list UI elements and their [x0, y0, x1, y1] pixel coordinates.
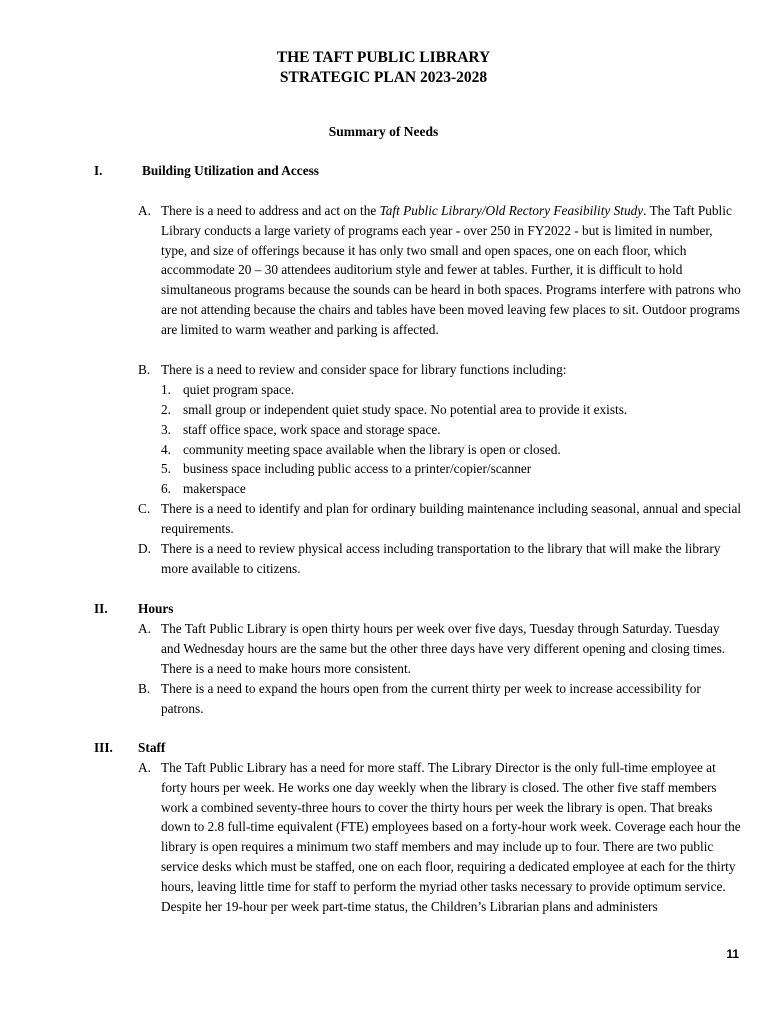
section-1-numeral: I.: [94, 163, 103, 178]
item-text: The Taft Public Library has a need for more staff. The Library Director is the only full-time employee at forty hours per week. He works one day weekly when the library is closed. The other five staff members work a combined seventy-three hours to cover the thirty hours per week the library is open. That breaks down to 2.8 full-time equivalent (FTE) employees based on a forty-hour work week. Coverage each hour the library is open requires a minimum two staff members and may include up to four. There are two public service desks which must be staffed, one on each floor, requiring a dedicated employee at each for the thirty hours, leaving little time for staff to perform the myriad other tasks necessary to provide optimum service. Despite her 19-hour per week part-time status, the Children’s Librarian plans and administers: [161, 760, 741, 914]
section-2-item-b: [138, 679, 742, 719]
section-1-item-b-sub-2: [161, 400, 721, 420]
section-1-item-b-sub-1: [161, 380, 721, 400]
section-2-item-a: [138, 619, 742, 678]
sub-text: community meeting space available when the library is open or closed.: [183, 442, 561, 457]
sub-number: 4.: [161, 442, 171, 457]
sub-text: staff office space, work space and storage space.: [183, 422, 441, 437]
section-1-item-c: [138, 499, 742, 539]
section-3-numeral: III.: [94, 740, 113, 755]
sub-number: 5.: [161, 461, 171, 476]
sub-text: makerspace: [183, 481, 246, 496]
sub-number: 6.: [161, 481, 171, 496]
item-letter: A.: [138, 621, 151, 636]
sub-text: business space including public access to a printer/copier/scanner: [183, 461, 532, 476]
section-1-item-b-sub-6: [161, 479, 721, 499]
sub-text: quiet program space.: [183, 382, 295, 397]
feasibility-study-title: Taft Public Library/Old Rectory Feasibility Study: [379, 203, 644, 218]
item-text: There is a need to identify and plan for ordinary building maintenance including seasonal, annual and special requirements.: [161, 501, 742, 536]
sub-number: 3.: [161, 422, 171, 437]
section-1-item-b-sub-3: [161, 420, 721, 440]
item-letter: A.: [138, 760, 151, 775]
item-letter: D.: [138, 541, 151, 556]
sub-text: small group or independent quiet study space. No potential area to provide it exists.: [183, 402, 628, 417]
item-letter: B.: [138, 681, 151, 696]
section-3-item-a: [138, 758, 742, 916]
section-1-item-b: [138, 360, 742, 380]
section-2-heading: Hours: [138, 601, 174, 616]
item-letter: C.: [138, 501, 151, 516]
sub-number: 1.: [161, 382, 171, 397]
item-text: There is a need to review physical access including transportation to the library that will make the library more available to citizens.: [161, 541, 721, 576]
document-subtitle: Summary of Needs: [328, 124, 439, 139]
item-text: There is a need to expand the hours open from the current thirty per week to increase accessibility for patrons.: [161, 681, 701, 716]
item-letter: A.: [138, 203, 151, 218]
document-title: [0, 48, 767, 88]
section-1-item-d: [138, 539, 742, 579]
title-line-2: STRATEGIC PLAN 2023-2028: [279, 69, 488, 86]
sub-number: 2.: [161, 402, 171, 417]
section-1-heading: Building Utilization and Access: [142, 163, 319, 178]
item-letter: B.: [138, 362, 151, 377]
item-text: There is a need to address and act on the Taft Public Library/Old Rectory Feasibility Study. The Taft Public Library conducts a large variety of programs each year - over 250 in FY2022 - but is limited in number, type, and size of offerings because it has only two small and open spaces, one on each floor, which accommodate 20 – 30 attendees auditorium style and fewer at tables. Further, it is difficult to hold simultaneous programs because the sounds can be heard in both spaces. Programs interfere with patrons who are not attending because the chairs and tables have been moved leaving few places to sit. Outdoor programs are limited to warm weather and parking is affected.: [161, 203, 741, 337]
section-3-heading: Staff: [138, 740, 166, 755]
page-number: 11: [726, 947, 739, 961]
section-2-numeral: II.: [94, 601, 108, 616]
item-text: There is a need to review and consider space for library functions including:: [161, 362, 567, 377]
section-1-item-b-sub-4: [161, 440, 721, 460]
title-line-1: THE TAFT PUBLIC LIBRARY: [276, 49, 491, 66]
section-1-item-b-sub-5: [161, 459, 721, 479]
item-text: The Taft Public Library is open thirty hours per week over five days, Tuesday through Saturday. Tuesday and Wednesday hours are the same but the other three days have very different opening and closing times. There is a need to make hours more consistent.: [161, 621, 726, 676]
section-1-item-a: [138, 201, 742, 340]
